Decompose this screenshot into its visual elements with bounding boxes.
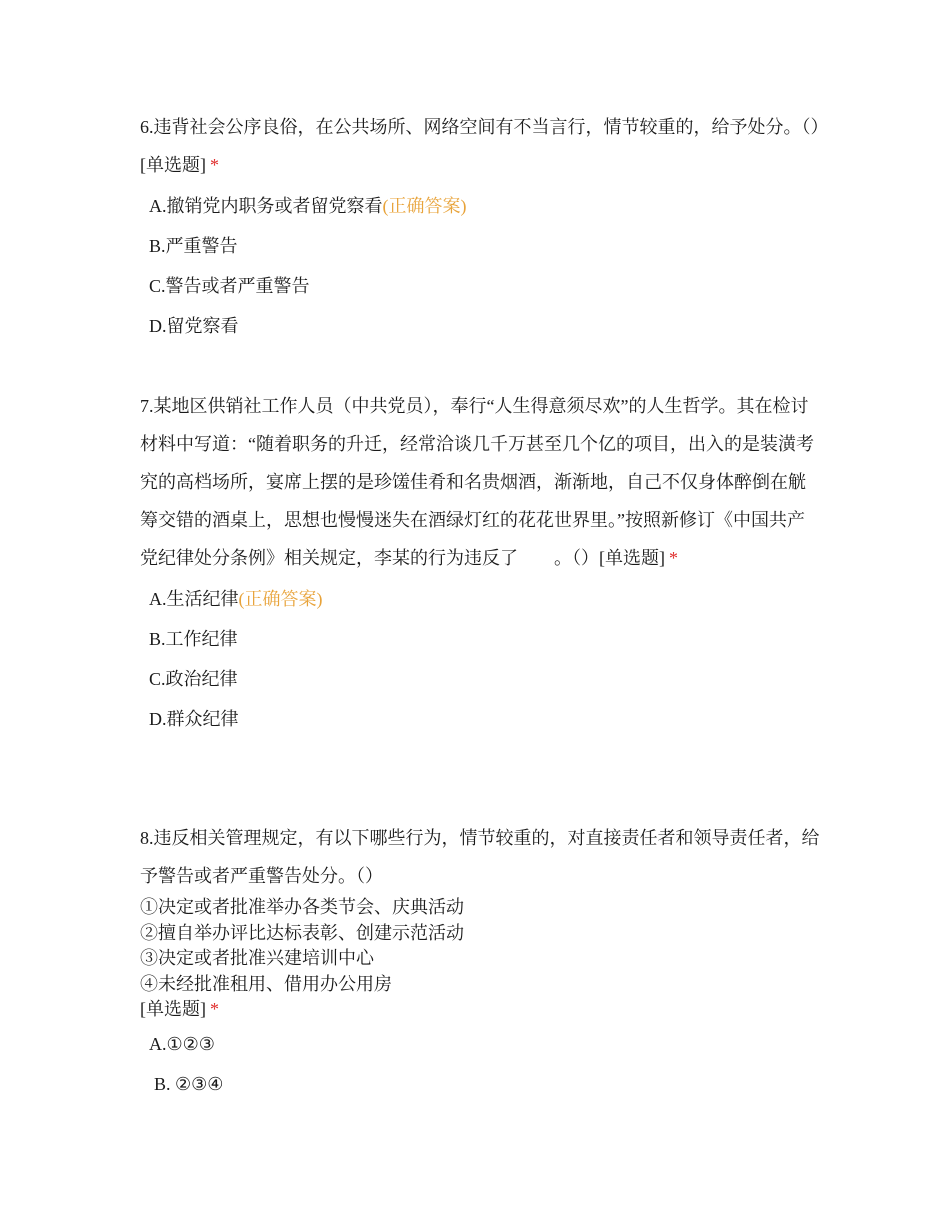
option-a[interactable]: A.①②③ bbox=[149, 1034, 215, 1054]
correct-answer-note: (正确答案) bbox=[238, 589, 323, 609]
option-b[interactable]: B.严重警告 bbox=[149, 236, 238, 256]
question-6 bbox=[140, 108, 820, 346]
option-b[interactable]: B. ②③④ bbox=[154, 1074, 224, 1094]
statement-item: ③决定或者批准兴建培训中心 bbox=[140, 948, 374, 968]
option-list bbox=[140, 1024, 820, 1104]
option-c[interactable]: C.政治纪律 bbox=[149, 669, 238, 689]
correct-answer-note: (正确答案) bbox=[382, 196, 467, 216]
question-text: 8.违反相关管理规定，有以下哪些行为，情节较重的，对直接责任者和领导责任者，给予警告或者严重警告处分。（） bbox=[140, 828, 820, 886]
statement-list bbox=[140, 895, 820, 997]
question-8 bbox=[140, 819, 820, 1104]
question-text: 7.某地区供销社工作人员（中共党员），奉行“人生得意须尽欢”的人生哲学。其在检讨材料中写道：“随着职务的升迁，经常洽谈几千万甚至几个亿的项目，出入的是装潢考究的高档场所，宴席上摆的是珍馐佳肴和名贵烟酒，渐渐地，自己不仅身体醉倒在觥筹交错的酒桌上，思想也慢慢迷失在酒绿灯红的花花世界里。”按照新修订《中国共产党纪律处分条例》相关规定，李某的行为违反了 。（）[单选题] * bbox=[140, 396, 814, 568]
required-mark: * bbox=[210, 999, 219, 1019]
option-a[interactable]: A.撤销党内职务或者留党察看(正确答案) bbox=[149, 196, 467, 216]
option-a[interactable]: A.生活纪律(正确答案) bbox=[149, 589, 323, 609]
statement-item: ④未经批准租用、借用办公用房 bbox=[140, 973, 392, 994]
option-d[interactable]: D.留党察看 bbox=[149, 316, 239, 336]
option-b[interactable]: B.工作纪律 bbox=[149, 629, 238, 649]
statement-item: ①决定或者批准举办各类节会、庆典活动 bbox=[140, 897, 464, 917]
question-text: 6.违背社会公序良俗，在公共场所、网络空间有不当言行，情节较重的，给予处分。（）[单选题] * bbox=[140, 117, 820, 175]
question-type-tag: [单选题] * bbox=[140, 999, 219, 1019]
option-d[interactable]: D.群众纪律 bbox=[149, 709, 239, 729]
question-7 bbox=[140, 387, 820, 739]
required-mark: * bbox=[210, 155, 219, 175]
option-list bbox=[140, 186, 820, 346]
option-list bbox=[140, 579, 820, 739]
statement-item: ②擅自举办评比达标表彰、创建示范活动 bbox=[140, 922, 464, 943]
required-mark: * bbox=[669, 548, 678, 568]
option-c[interactable]: C.警告或者严重警告 bbox=[149, 276, 310, 296]
